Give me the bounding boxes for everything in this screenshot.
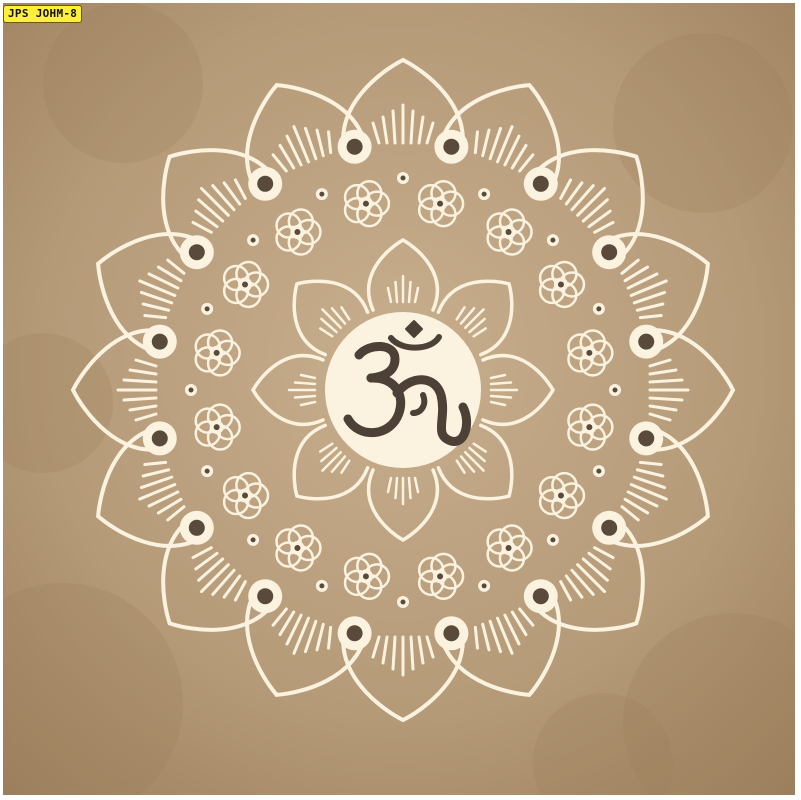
inner-petal-ray <box>491 383 511 385</box>
petal-ray <box>124 380 156 382</box>
inner-petal-ray <box>295 396 315 398</box>
inner-petal-ray <box>409 478 411 498</box>
small-dot-inner <box>205 469 210 474</box>
rosette-dot <box>586 424 592 430</box>
ring-dot-inner <box>443 625 459 641</box>
inner-petal-ray <box>491 396 511 398</box>
rosette-dot <box>214 424 220 430</box>
small-dot-inner <box>401 600 406 605</box>
ring-dot-inner <box>601 520 617 536</box>
ring-dot-inner <box>257 176 273 192</box>
paper-stain <box>43 3 203 163</box>
small-dot-inner <box>319 583 324 588</box>
petal-ray <box>650 380 682 382</box>
rosette-dot <box>214 350 220 356</box>
rosette-dot <box>506 545 512 551</box>
ring-dot-inner <box>443 139 459 155</box>
inner-petal-ray <box>396 282 398 302</box>
rosette-dot <box>242 281 248 287</box>
small-dot-inner <box>251 537 256 542</box>
small-dot-inner <box>550 238 555 243</box>
small-dot-inner <box>189 388 194 393</box>
mandala-canvas <box>3 3 795 795</box>
small-dot-inner <box>613 388 618 393</box>
rosette-dot <box>294 545 300 551</box>
rosette-dot <box>363 573 369 579</box>
petal-ray <box>411 111 413 143</box>
ring-dot-inner <box>189 520 205 536</box>
mandala-artwork <box>3 3 795 795</box>
small-dot-inner <box>251 238 256 243</box>
rosette-dot <box>586 350 592 356</box>
paper-stain <box>613 33 793 213</box>
rosette-dot <box>437 573 443 579</box>
rosette-dot <box>294 229 300 235</box>
petal-ray <box>650 398 682 400</box>
ring-dot-inner <box>347 139 363 155</box>
rosette-dot <box>558 493 564 499</box>
ring-dot-inner <box>638 334 654 350</box>
petal-ray <box>411 637 413 669</box>
ring-dot-inner <box>152 334 168 350</box>
ring-dot-inner <box>257 588 273 604</box>
inner-petal-ray <box>396 478 398 498</box>
petal-ray <box>393 111 395 143</box>
ring-dot-inner <box>533 176 549 192</box>
small-dot-inner <box>205 306 210 311</box>
small-dot-inner <box>401 176 406 181</box>
ring-dot-inner <box>638 430 654 446</box>
inner-petal-ray <box>409 282 411 302</box>
rosette-dot <box>558 281 564 287</box>
ring-dot-inner <box>152 430 168 446</box>
small-dot-inner <box>482 192 487 197</box>
product-code-badge: JPS JOHM-8 <box>3 5 82 23</box>
petal-ray <box>124 398 156 400</box>
small-dot-inner <box>596 306 601 311</box>
small-dot-inner <box>319 192 324 197</box>
rosette-dot <box>363 201 369 207</box>
small-dot-inner <box>596 469 601 474</box>
petal-ray <box>393 637 395 669</box>
ring-dot-inner <box>347 625 363 641</box>
small-dot-inner <box>482 583 487 588</box>
inner-petal-ray <box>295 383 315 385</box>
rosette-dot <box>242 493 248 499</box>
ring-dot-inner <box>601 244 617 260</box>
small-dot-inner <box>550 537 555 542</box>
ring-dot-inner <box>189 244 205 260</box>
rosette-dot <box>506 229 512 235</box>
rosette-dot <box>437 201 443 207</box>
ring-dot-inner <box>533 588 549 604</box>
